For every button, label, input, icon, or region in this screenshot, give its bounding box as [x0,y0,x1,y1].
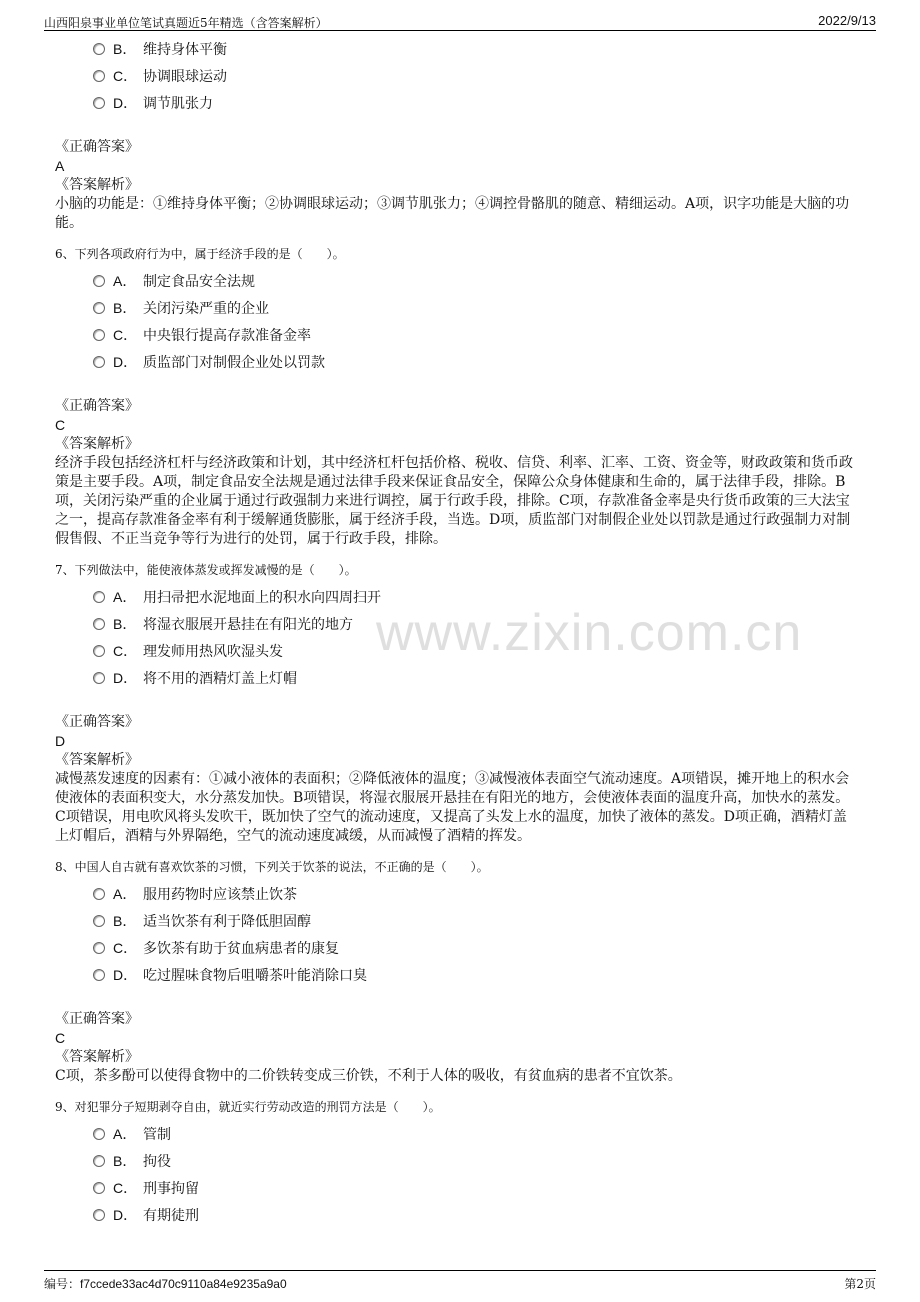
option-q8-c[interactable]: C． 多饮茶有助于贫血病患者的康复 [55,933,855,960]
option-q7-c[interactable]: C． 理发师用热风吹湿头发 [55,636,855,663]
radio-icon[interactable] [93,70,105,82]
document-date: 2022/9/13 [818,13,876,28]
radio-icon[interactable] [93,97,105,109]
option-q9-a[interactable]: A． 管制 [55,1119,855,1146]
radio-icon[interactable] [93,1155,105,1167]
option-q7-b[interactable]: B． 将湿衣服展开悬挂在有阳光的地方 [55,609,855,636]
question-stem: 6、下列各项政府行为中，属于经济手段的是（ ）。 [55,247,345,261]
answer-label: 《正确答案》 [55,398,139,414]
radio-icon[interactable] [93,329,105,341]
analysis-label: 《答案解析》 [55,436,139,452]
radio-icon[interactable] [93,43,105,55]
option-q9-c[interactable]: C． 刑事拘留 [55,1173,855,1200]
radio-icon[interactable] [93,302,105,314]
watermark: www.zixin.com.cn [376,604,803,662]
radio-icon[interactable] [93,1128,105,1140]
page-header [44,10,876,31]
analysis-text: 减慢蒸发速度的因素有：①减小液体的表面积；②降低液体的温度；③减慢液体表面空气流动速度。A项错误，摊开地上的积水会使液体的表面积变大，水分蒸发加快。B项错误，将湿衣服展开悬挂在有阳光的地方，会使液体表面的温度升高，加快水的蒸发。C项错误，用电吹风将头发吹干，既加快了空气的流动速度，又提高了头发上水的温度，加快了液体的蒸发。D项正确，酒精灯盖上灯帽后，酒精与外界隔绝，空气的流动速度减缓，从而减慢了酒精的挥发。 [55,771,850,844]
option-q7-a[interactable]: A． 用扫帚把水泥地面上的积水向四周扫开 [55,582,855,609]
radio-icon[interactable] [93,275,105,287]
answer-value: D [55,733,66,749]
option-q5-d[interactable]: D． 调节肌张力 [55,88,855,115]
option-q8-a[interactable]: A． 服用药物时应该禁止饮茶 [55,879,855,906]
radio-icon[interactable] [93,591,105,603]
analysis-label: 《答案解析》 [55,1049,139,1065]
option-q6-a[interactable]: A． 制定食品安全法规 [55,266,855,293]
radio-icon[interactable] [93,618,105,630]
option-q8-d[interactable]: D． 吃过腥味食物后咀嚼茶叶能消除口臭 [55,960,855,987]
analysis-label: 《答案解析》 [55,177,139,193]
option-q5-c[interactable]: C． 协调眼球运动 [55,61,855,88]
option-q8-b[interactable]: B． 适当饮茶有利于降低胆固醇 [55,906,855,933]
radio-icon[interactable] [93,1182,105,1194]
radio-icon[interactable] [93,672,105,684]
option-q6-c[interactable]: C． 中央银行提高存款准备金率 [55,320,855,347]
option-q9-d[interactable]: D． 有期徒刑 [55,1200,855,1227]
question-stem: 8、中国人自古就有喜欢饮茶的习惯，下列关于饮茶的说法，不正确的是（ ）。 [55,860,489,874]
page-footer [44,1270,876,1295]
question-stem: 9、对犯罪分子短期剥夺自由，就近实行劳动改造的刑罚方法是（ ）。 [55,1100,441,1114]
answer-value: C [55,417,66,433]
page-number: 第2页 [844,1277,876,1291]
radio-icon[interactable] [93,969,105,981]
analysis-label: 《答案解析》 [55,752,139,768]
analysis-text: 小脑的功能是：①维持身体平衡；②协调眼球运动；③调节肌张力；④调控骨骼肌的随意、精细运动。A项，识字功能是大脑的功能。 [55,196,850,231]
answer-value: A [55,158,65,174]
radio-icon[interactable] [93,645,105,657]
page-content [55,34,855,1227]
answer-value: C [55,1030,66,1046]
radio-icon[interactable] [93,888,105,900]
answer-label: 《正确答案》 [55,714,139,730]
radio-icon[interactable] [93,915,105,927]
question-stem: 7、下列做法中，能使液体蒸发或挥发减慢的是（ ）。 [55,563,357,577]
analysis-text: 经济手段包括经济杠杆与经济政策和计划，其中经济杠杆包括价格、税收、信贷、利率、汇率、工资、资金等，财政政策和货币政策是主要手段。A项，制定食品安全法规是通过法律手段来保证食品安全，保障公众身体健康和生命的，属于法律手段，排除。B项，关闭污染严重的企业属于通过行政强制力来进行调控，属于行政手段，排除。C项，存款准备金率是央行货币政策的三大法宝之一，提高存款准备金率有利于缓解通货膨胀，属于经济手段，当选。D项，质监部门对制假企业处以罚款是通过行政强制力对制假售假、不正当竞争等行为进行的处罚，属于行政手段，排除。 [55,455,853,547]
option-q9-b[interactable]: B． 拘役 [55,1146,855,1173]
option-q6-b[interactable]: B． 关闭污染严重的企业 [55,293,855,320]
option-q5-b[interactable]: B． 维持身体平衡 [55,34,855,61]
document-code: 编号：f7ccede33ac4d70c9110a84e9235a9a0 [44,1277,287,1291]
answer-label: 《正确答案》 [55,1011,139,1027]
radio-icon[interactable] [93,356,105,368]
document-title: 山西阳泉事业单位笔试真题近5年精选（含答案解析） [44,16,328,30]
option-q7-d[interactable]: D． 将不用的酒精灯盖上灯帽 [55,663,855,690]
answer-label: 《正确答案》 [55,139,139,155]
radio-icon[interactable] [93,1209,105,1221]
analysis-text: C项，茶多酚可以使得食物中的二价铁转变成三价铁，不利于人体的吸收，有贫血病的患者不宜饮茶。 [55,1068,682,1084]
option-q6-d[interactable]: D． 质监部门对制假企业处以罚款 [55,347,855,374]
radio-icon[interactable] [93,942,105,954]
